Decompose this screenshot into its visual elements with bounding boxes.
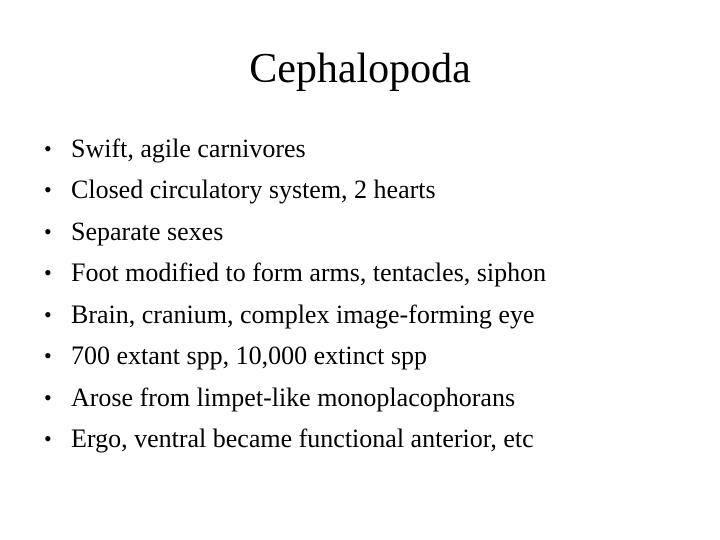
- bullet-item: [44, 170, 546, 212]
- bullet-icon: •: [44, 426, 52, 452]
- bullet-text: Separate sexes: [71, 216, 224, 246]
- bullet-icon: •: [44, 218, 52, 244]
- bullet-icon: •: [44, 177, 52, 203]
- bullet-text: Swift, agile carnivores: [71, 133, 306, 163]
- bullet-icon: •: [44, 301, 52, 327]
- bullet-item: [44, 336, 546, 378]
- bullet-icon: •: [44, 384, 52, 410]
- bullet-text: Brain, cranium, complex image-forming eye: [71, 299, 535, 329]
- bullet-icon: •: [44, 135, 52, 161]
- bullet-list: [44, 128, 546, 460]
- bullet-item: [44, 211, 546, 253]
- bullet-item: [44, 419, 546, 461]
- bullet-item: [44, 294, 546, 336]
- bullet-text: Ergo, ventral became functional anterior, etc: [71, 424, 534, 454]
- bullet-text: Arose from limpet-like monoplacophorans: [71, 382, 516, 412]
- slide-title: Cephalopoda: [249, 46, 471, 92]
- bullet-text: Closed circulatory system, 2 hearts: [71, 175, 436, 205]
- bullet-item: [44, 253, 546, 295]
- bullet-text: Foot modified to form arms, tentacles, siphon: [71, 258, 547, 288]
- bullet-icon: •: [44, 343, 52, 369]
- bullet-icon: •: [44, 260, 52, 286]
- bullet-item: [44, 377, 546, 419]
- bullet-text: 700 extant spp, 10,000 extinct spp: [71, 341, 428, 371]
- bullet-item: [44, 128, 546, 170]
